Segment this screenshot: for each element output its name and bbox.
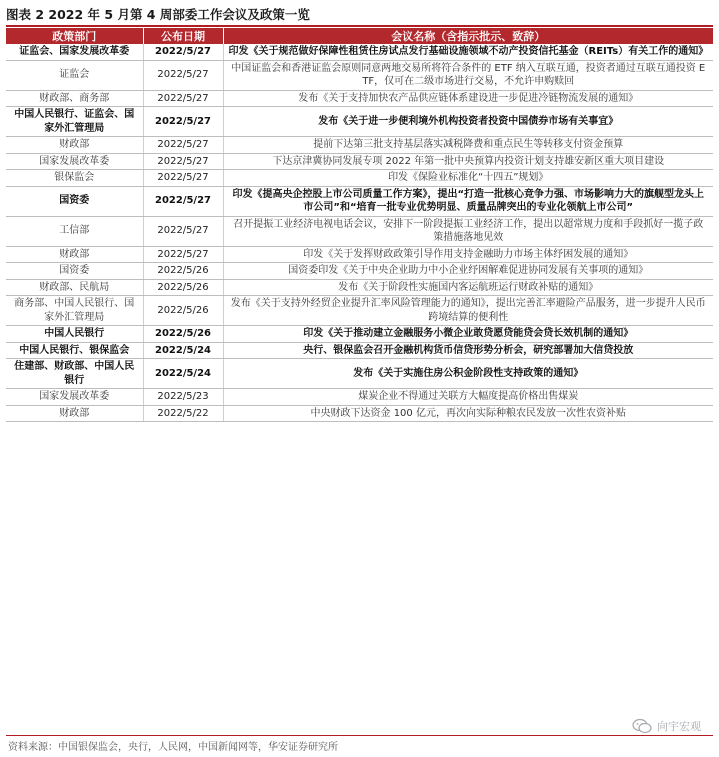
table-row <box>6 342 713 359</box>
table-row <box>6 405 713 422</box>
date-cell: 2022/5/27 <box>143 246 223 263</box>
top-rule <box>6 25 713 27</box>
table-body <box>6 44 713 422</box>
dept-cell: 中国人民银行 <box>6 326 143 343</box>
table-row <box>6 137 713 154</box>
content-cell: 印发《关于规范做好保障性租赁住房试点发行基础设施领域不动产投资信托基金（REITs）有关工作的通知》 <box>223 44 713 60</box>
content-cell: 印发《关于发挥财政政策引导作用支持金融助力市场主体纾困发展的通知》 <box>223 246 713 263</box>
content-cell: 国资委印发《关于中央企业助力中小企业纾困解难促进协同发展有关事项的通知》 <box>223 263 713 280</box>
date-cell: 2022/5/24 <box>143 342 223 359</box>
dept-cell: 财政部、民航局 <box>6 279 143 296</box>
dept-cell: 证监会、国家发展改革委 <box>6 44 143 60</box>
watermark <box>632 718 701 734</box>
dept-cell: 财政部 <box>6 405 143 422</box>
source-note: 资料来源：中国银保监会，央行，人民网，中国新闻网等，华安证券研究所 <box>8 742 338 753</box>
header-dept: 政策部门 <box>6 28 143 44</box>
content-cell: 发布《关于进一步便利境外机构投资者投资中国债券市场有关事宜》 <box>223 107 713 137</box>
date-cell: 2022/5/27 <box>143 60 223 90</box>
header-content: 会议名称（含指示批示、致辞） <box>223 28 713 44</box>
policy-table <box>6 28 713 422</box>
dept-cell: 中国人民银行、证监会、国家外汇管理局 <box>6 107 143 137</box>
watermark-text: 向宇宏观 <box>657 720 701 733</box>
date-cell: 2022/5/27 <box>143 90 223 107</box>
dept-cell: 国资委 <box>6 263 143 280</box>
content-cell: 提前下达第三批支持基层落实减税降费和重点民生等转移支付资金预算 <box>223 137 713 154</box>
dept-cell: 商务部、中国人民银行、国家外汇管理局 <box>6 296 143 326</box>
header-date: 公布日期 <box>143 28 223 44</box>
table-row <box>6 216 713 246</box>
date-cell: 2022/5/27 <box>143 107 223 137</box>
content-cell: 印发《保险业标准化“十四五”规划》 <box>223 170 713 187</box>
table-row <box>6 359 713 389</box>
date-cell: 2022/5/27 <box>143 137 223 154</box>
table-row <box>6 279 713 296</box>
content-cell: 发布《关于阶段性实施国内客运航班运行财政补贴的通知》 <box>223 279 713 296</box>
date-cell: 2022/5/24 <box>143 359 223 389</box>
table-row <box>6 296 713 326</box>
content-cell: 发布《关于实施住房公积金阶段性支持政策的通知》 <box>223 359 713 389</box>
date-cell: 2022/5/27 <box>143 170 223 187</box>
content-cell: 中国证监会和香港证监会原则同意两地交易所将符合条件的 ETF 纳入互联互通，投资者通过互联互通投资 ETF，仅可在二级市场进行交易，不允许申购赎回 <box>223 60 713 90</box>
date-cell: 2022/5/27 <box>143 44 223 60</box>
content-cell: 央行、银保监会召开金融机构货币信贷形势分析会，研究部署加大信贷投放 <box>223 342 713 359</box>
content-cell: 发布《关于支持外经贸企业提升汇率风险管理能力的通知》，提出完善汇率避险产品服务，进一步提升人民币跨境结算的便利性 <box>223 296 713 326</box>
table-row <box>6 170 713 187</box>
content-cell: 印发《提高央企控股上市公司质量工作方案》，提出“打造一批核心竞争力强、市场影响力大的旗舰型龙头上市公司”和“培育一批专业优势明显、质量品牌突出的专业化领航上市公司” <box>223 186 713 216</box>
table-row <box>6 153 713 170</box>
content-cell: 印发《关于推动建立金融服务小微企业敢贷愿贷能贷会贷长效机制的通知》 <box>223 326 713 343</box>
dept-cell: 证监会 <box>6 60 143 90</box>
dept-cell: 财政部、商务部 <box>6 90 143 107</box>
table-row <box>6 107 713 137</box>
date-cell: 2022/5/27 <box>143 216 223 246</box>
content-cell: 召开提振工业经济电视电话会议，安排下一阶段提振工业经济工作，提出以超常规力度和手段抓好一揽子政策措施落地见效 <box>223 216 713 246</box>
dept-cell: 中国人民银行、银保监会 <box>6 342 143 359</box>
dept-cell: 财政部 <box>6 246 143 263</box>
dept-cell: 住建部、财政部、中国人民银行 <box>6 359 143 389</box>
table-row <box>6 246 713 263</box>
table-row <box>6 90 713 107</box>
table-row <box>6 263 713 280</box>
table-row <box>6 186 713 216</box>
wechat-icon <box>632 718 652 734</box>
content-cell: 煤炭企业不得通过关联方大幅度提高价格出售煤炭 <box>223 389 713 406</box>
content-cell: 下达京津冀协同发展专项 2022 年第一批中央预算内投资计划支持雄安新区重大项目建设 <box>223 153 713 170</box>
date-cell: 2022/5/26 <box>143 296 223 326</box>
dept-cell: 银保监会 <box>6 170 143 187</box>
date-cell: 2022/5/26 <box>143 263 223 280</box>
content-cell: 发布《关于支持加快农产品供应链体系建设进一步促进冷链物流发展的通知》 <box>223 90 713 107</box>
dept-cell: 工信部 <box>6 216 143 246</box>
table-row <box>6 326 713 343</box>
figure-title: 图表 2 2022 年 5 月第 4 周部委工作会议及政策一览 <box>6 7 310 22</box>
date-cell: 2022/5/26 <box>143 279 223 296</box>
content-cell: 中央财政下达资金 100 亿元，再次向实际种粮农民发放一次性农资补贴 <box>223 405 713 422</box>
date-cell: 2022/5/26 <box>143 326 223 343</box>
date-cell: 2022/5/27 <box>143 186 223 216</box>
dept-cell: 国家发展改革委 <box>6 389 143 406</box>
table-row <box>6 44 713 60</box>
dept-cell: 国资委 <box>6 186 143 216</box>
table-row <box>6 389 713 406</box>
date-cell: 2022/5/27 <box>143 153 223 170</box>
date-cell: 2022/5/22 <box>143 405 223 422</box>
dept-cell: 财政部 <box>6 137 143 154</box>
dept-cell: 国家发展改革委 <box>6 153 143 170</box>
date-cell: 2022/5/23 <box>143 389 223 406</box>
table-header-row <box>6 28 713 44</box>
table-row <box>6 60 713 90</box>
bottom-rule <box>6 735 713 736</box>
